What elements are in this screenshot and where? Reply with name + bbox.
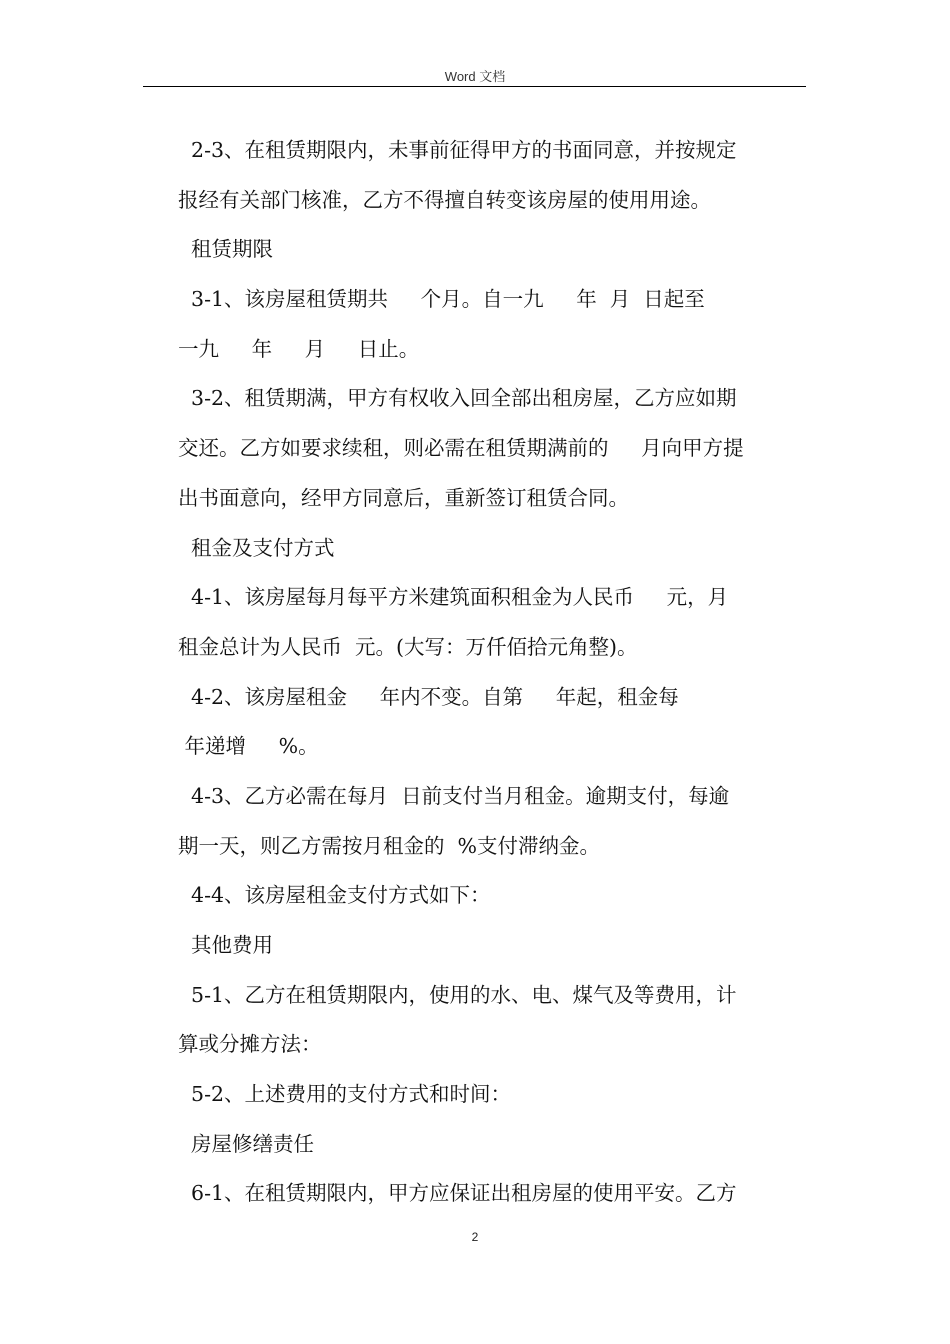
- header-rule: [143, 86, 806, 87]
- page-header: Word 文档: [444, 69, 506, 84]
- text-line: 租金总计为人民币 元。(大写：万仟佰拾元角整)。: [178, 634, 638, 659]
- text-line: 2-3、在租赁期限内，未事前征得甲方的书面同意，并按规定: [178, 138, 737, 162]
- page-number: 2: [471, 1230, 479, 1244]
- text-line: 4-4、该房屋租金支付方式如下：: [178, 883, 491, 908]
- text-line: 6-1、在租赁期限内，甲方应保证出租房屋的使用平安。乙方: [178, 1181, 737, 1206]
- text-line: 期一天，则乙方需按月租金的 %支付滞纳金。: [178, 833, 601, 858]
- text-line: 5-2、上述费用的支付方式和时间：: [178, 1082, 512, 1107]
- text-line: 4-3、乙方必需在每月 日前支付当月租金。逾期支付，每逾: [178, 783, 730, 808]
- document-body: [178, 128, 806, 1221]
- text-line: 租金及支付方式: [178, 535, 335, 560]
- text-line: 5-1、乙方在租赁期限内，使用的水、电、煤气及等费用，计: [178, 982, 737, 1007]
- text-line: 租赁期限: [178, 237, 274, 262]
- text-line: 报经有关部门核准，乙方不得擅自转变该房屋的使用用途。: [178, 187, 711, 212]
- text-line: 交还。乙方如要求续租，则必需在租赁期满前的 月向甲方提: [178, 436, 744, 461]
- text-line: 出书面意向，经甲方同意后，重新签订租赁合同。: [178, 485, 629, 510]
- text-line: 3-1、该房屋租赁期共 个月。自一九 年 月 日起至: [178, 287, 705, 312]
- text-line: 年递增 %。: [178, 734, 319, 759]
- text-line: 房屋修缮责任: [178, 1131, 315, 1156]
- text-line: 其他费用: [178, 933, 274, 957]
- text-line: 4-1、该房屋每月每平方米建筑面积租金为人民币 元，月: [178, 585, 729, 610]
- text-line: 4-2、该房屋租金 年内不变。自第 年起，租金每: [178, 684, 679, 709]
- text-line: 算或分摊方法：: [178, 1032, 322, 1057]
- text-line: 3-2、租赁期满，甲方有权收入回全部出租房屋，乙方应如期: [178, 386, 737, 411]
- text-line: 一九 年 月 日止。: [178, 336, 420, 361]
